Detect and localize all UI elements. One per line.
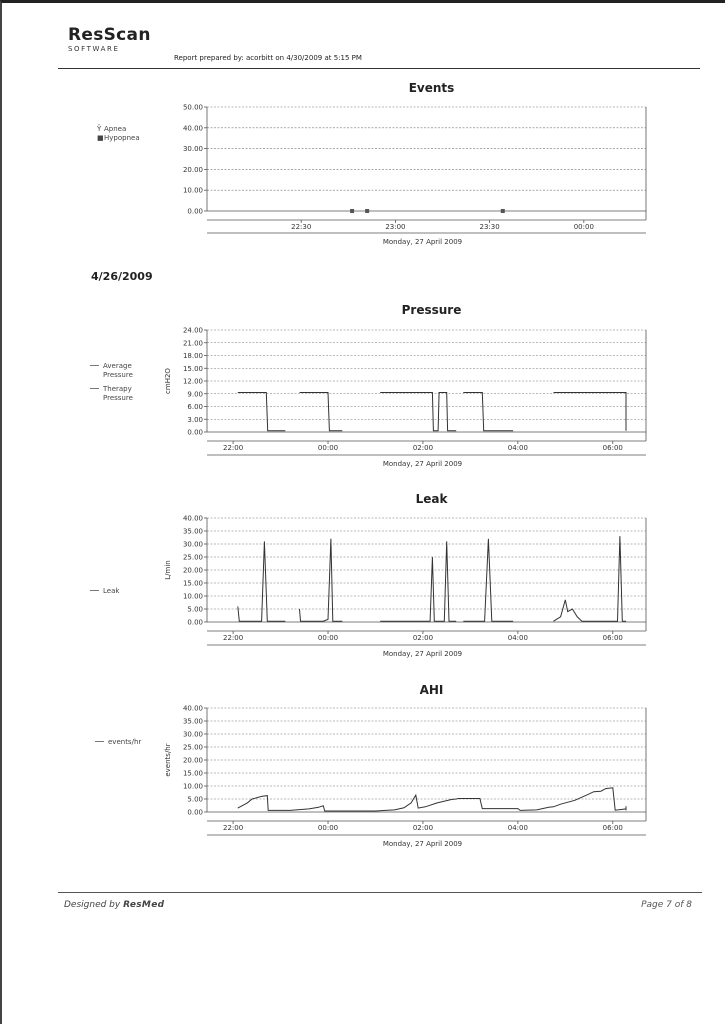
data-point-hypopnea: [365, 209, 369, 213]
series-line-leak: [238, 536, 626, 621]
x-axis-label: Monday, 27 April 2009: [382, 460, 463, 468]
legend-label: Average: [103, 362, 132, 370]
x-tick-label: 06:00: [602, 824, 623, 832]
y-tick-label: 3.00: [187, 415, 203, 424]
y-tick-label: 18.00: [182, 352, 203, 360]
y-tick-label: 25.00: [182, 743, 203, 752]
legend-label-line2: Pressure: [103, 394, 133, 402]
y-axis-label: cmH2O: [164, 368, 172, 394]
logo-sub-text: SOFTWARE: [68, 45, 120, 53]
designed-by: [64, 900, 164, 910]
page-number: Page 7 of 8: [641, 900, 692, 910]
y-tick-label: 15.00: [182, 769, 203, 778]
x-tick-label: 00:00: [317, 824, 339, 832]
chart-pressure: [90, 303, 646, 468]
x-tick-label: 00:00: [317, 444, 339, 452]
legend-label: Leak: [103, 587, 120, 595]
y-tick-label: 15.00: [182, 364, 203, 373]
footer-divider: [58, 892, 702, 893]
legend-label: Hypopnea: [104, 134, 140, 142]
y-tick-label: 30.00: [182, 730, 203, 739]
y-tick-label: 10.00: [182, 186, 203, 195]
legend-label: events/hr: [108, 738, 142, 746]
chart-title: Events: [408, 81, 455, 95]
legend-label-line2: Pressure: [103, 371, 133, 379]
y-tick-label: 40.00: [182, 124, 203, 133]
x-tick-label: 02:00: [412, 634, 434, 642]
x-axis-label: Monday, 27 April 2009: [382, 650, 463, 658]
y-tick-label: 15.00: [182, 579, 203, 588]
y-tick-label: 30.00: [182, 540, 203, 549]
y-tick-label: 25.00: [182, 553, 203, 562]
chart-ahi: [95, 683, 646, 848]
y-tick-label: 9.00: [187, 390, 203, 399]
chart-leak: [90, 492, 646, 658]
x-tick-label: 22:00: [223, 824, 244, 832]
y-tick-label: 6.00: [187, 403, 203, 411]
y-tick-label: 10.00: [182, 592, 203, 601]
x-tick-label: 22:30: [291, 223, 312, 231]
x-tick-label: 23:00: [385, 223, 406, 231]
y-tick-label: 50.00: [182, 103, 203, 112]
legend-label: Therapy: [103, 385, 132, 393]
x-tick-label: 02:00: [412, 444, 434, 452]
x-tick-label: 06:00: [602, 444, 623, 452]
y-tick-label: 35.00: [182, 527, 203, 536]
x-tick-label: 04:00: [507, 444, 528, 452]
resmed-brand: ResMed: [123, 900, 165, 910]
x-tick-label: 00:00: [317, 634, 339, 642]
y-tick-label: 24.00: [182, 326, 203, 335]
y-tick-label: 40.00: [182, 514, 203, 523]
chart-title: AHI: [419, 683, 444, 697]
chart-title: Leak: [415, 492, 448, 506]
data-point-hypopnea: [350, 209, 354, 213]
series-line-pressure: [238, 393, 626, 431]
x-axis-label: Monday, 27 April 2009: [382, 840, 463, 848]
y-tick-label: 12.00: [182, 377, 203, 386]
x-tick-label: 02:00: [412, 824, 434, 832]
x-tick-label: 04:00: [507, 634, 528, 642]
y-tick-label: 0.00: [187, 428, 203, 437]
y-tick-label: 35.00: [182, 717, 203, 726]
x-tick-label: 00:00: [573, 223, 594, 231]
y-tick-label: 0.00: [187, 808, 203, 817]
y-axis-label: events/hr: [164, 743, 172, 777]
legend-symbol: ■: [97, 134, 104, 142]
y-tick-label: 5.00: [187, 795, 203, 804]
y-tick-label: 0.00: [187, 207, 203, 216]
x-tick-label: 06:00: [602, 634, 623, 642]
y-tick-label: 21.00: [182, 339, 203, 348]
chart-events: [96, 81, 646, 246]
section-date: 4/26/2009: [91, 270, 153, 283]
y-tick-label: 20.00: [182, 756, 203, 765]
y-tick-label: 0.00: [187, 618, 203, 627]
x-tick-label: 04:00: [507, 824, 528, 832]
x-tick-label: 22:00: [223, 634, 244, 642]
series-line-ahi: [238, 788, 626, 811]
y-tick-label: 40.00: [182, 704, 203, 713]
y-tick-label: 10.00: [182, 782, 203, 791]
legend-label: Apnea: [104, 125, 127, 133]
y-tick-label: 20.00: [182, 566, 203, 575]
x-axis-label: Monday, 27 April 2009: [382, 238, 463, 246]
y-tick-label: 30.00: [182, 145, 203, 154]
legend-symbol: Ŷ: [97, 125, 102, 133]
x-tick-label: 23:30: [479, 223, 500, 231]
report-prepared-by: Report prepared by: acorbitt on 4/30/2009 at 5:15 PM: [174, 54, 362, 62]
y-tick-label: 20.00: [182, 165, 203, 174]
data-point-hypopnea: [501, 209, 505, 213]
logo-main-text: ResScan: [68, 25, 151, 45]
y-tick-label: 5.00: [187, 605, 203, 614]
y-axis-label: L/min: [164, 560, 172, 580]
designed-prefix: Designed by: [64, 900, 124, 910]
chart-title: Pressure: [401, 303, 462, 317]
x-tick-label: 22:00: [223, 444, 244, 452]
